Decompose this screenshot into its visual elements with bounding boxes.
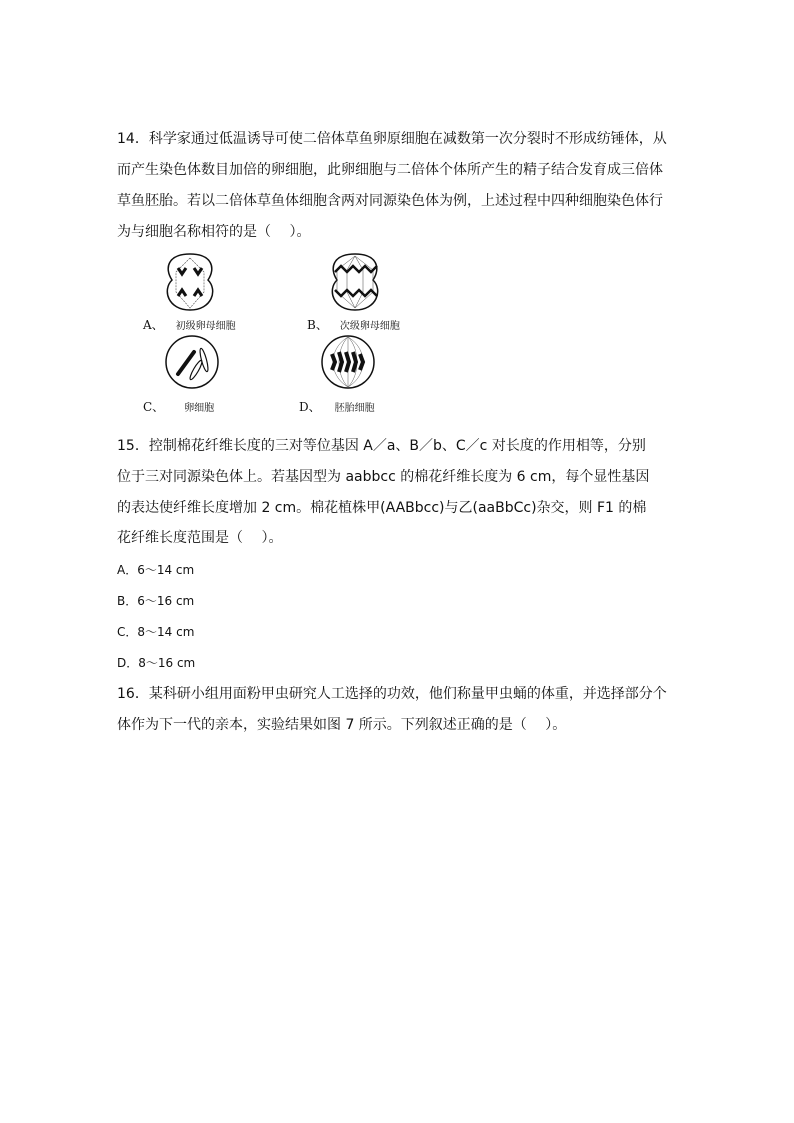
figure-a-caption: A、 初级卵母细胞	[143, 318, 236, 332]
cell-figure-a	[160, 250, 220, 314]
q14-line-2: 而产生染色体数目加倍的卵细胞，此卵细胞与二倍体个体所产生的精子结合发育成三倍体	[117, 162, 663, 178]
q16-line-2: 体作为下一代的亲本，实验结果如图 7 所示。下列叙述正确的是（ ）。	[117, 717, 567, 733]
cell-figure-c	[164, 334, 220, 390]
cell-figure-b	[325, 250, 385, 314]
cell-figure-d	[320, 334, 376, 390]
q15-line-3: 的表达使纤维长度增加 2 cm。棉花植株甲(AABbcc)与乙(aaBbCc)杂交，则 F1 的棉	[117, 500, 647, 516]
q15-line-1: 15．控制棉花纤维长度的三对等位基因 A／a、B／b、C／c 对长度的作用相等，分别	[117, 438, 646, 454]
q15-option-a: A．6～14 cm	[117, 563, 195, 577]
q15-option-d: D．8～16 cm	[117, 656, 196, 670]
q14-line-3: 草鱼胚胎。若以二倍体草鱼体细胞含两对同源染色体为例，上述过程中四种细胞染色体行	[117, 193, 663, 209]
figure-c-caption: C、 卵细胞	[143, 400, 215, 414]
q15-line-4: 花纤维长度范围是（ ）。	[117, 530, 283, 546]
q15-option-c: C．8～14 cm	[117, 625, 195, 639]
q14-line-1: 14．科学家通过低温诱导可使二倍体草鱼卵原细胞在减数第一次分裂时不形成纺锤体，从	[117, 131, 667, 147]
q15-line-2: 位于三对同源染色体上。若基因型为 aabbcc 的棉花纤维长度为 6 cm，每个显性基因	[117, 469, 650, 485]
q15-option-b: B．6～16 cm	[117, 594, 195, 608]
figure-d-caption: D、 胚胎细胞	[299, 400, 375, 414]
q16-line-1: 16．某科研小组用面粉甲虫研究人工选择的功效，他们称量甲虫蛹的体重，并选择部分个	[117, 686, 667, 702]
figure-b-caption: B、 次级卵母细胞	[307, 318, 400, 332]
q14-line-4: 为与细胞名称相符的是（ ）。	[117, 224, 311, 240]
